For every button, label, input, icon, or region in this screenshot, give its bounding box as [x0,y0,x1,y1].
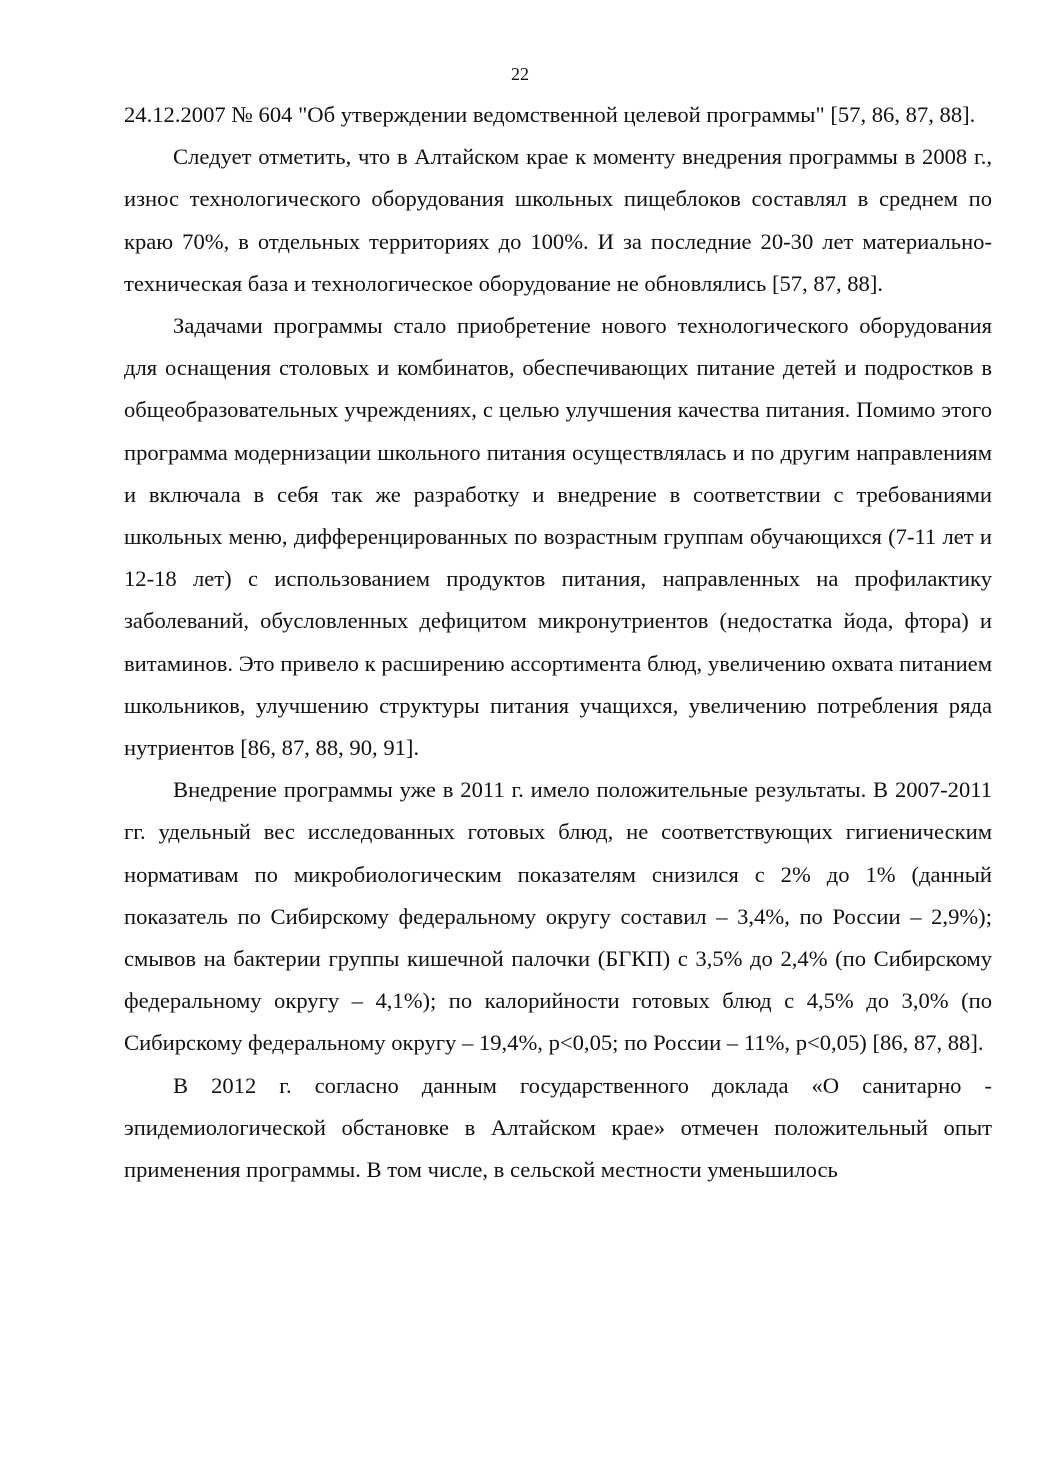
page-number: 22 [511,64,529,84]
paragraph-program-tasks: Задачами программы стало приобретение нового технологического оборудования для оснащения столовых и комбинатов, обеспечивающих питание детей и подростков в общеобразовательных учреждениях, с целью улучшения качества питания. Помимо этого программа модернизации школьного питания осуществлялась и по другим направлениям и включала в себя так же разработку и внедрение в соответствии с требованиями школьных меню, дифференцированных по возрастным группам обучающихся (7-11 лет и 12-18 лет) с использованием продуктов питания, направленных на профилактику заболеваний, обусловленных дефицитом микронутриентов (недостатка йода, фтора) и витаминов. Это привело к расширению ассортимента блюд, увеличению охвата питанием школьников, улучшению структуры питания учащихся, увеличению потребления ряда нутриентов [86, 87, 88, 90, 91]. [124,313,992,761]
paragraph-equipment-wear: Следует отметить, что в Алтайском крае к моменту внедрения программы в 2008 г., износ технологического оборудования школьных пищеблоков составлял в среднем по краю 70%, в отдельных территориях до 100%. И за последние 20-30 лет материально-техническая база и технологическое оборудование не обновлялись [57, 87, 88]. [124,144,992,296]
paragraph-continuation: 24.12.2007 № 604 "Об утверждении ведомственной целевой программы" [57, 86, 87, 88]. [124,102,976,127]
page-body [124,94,992,1191]
paragraph-state-report: В 2012 г. согласно данным государственного доклада «О санитарно - эпидемиологической обстановке в Алтайском крае» отмечен положительный опыт применения программы. В том числе, в сельской местности уменьшилось [124,1072,992,1183]
paragraph-program-results: Внедрение программы уже в 2011 г. имело положительные результаты. В 2007-2011 гг. удельный вес исследованных готовых блюд, не соответствующих гигиеническим нормативам по микробиологическим показателям снизился с 2% до 1% (данный показатель по Сибирскому федеральному округу составил – 3,4%, по России – 2,9%); смывов на бактерии группы кишечной палочки (БГКП) с 3,5% до 2,4% (по Сибирскому федеральному округу – 4,1%); по калорийности готовых блюд с 4,5% до 3,0% (по Сибирскому федеральному округу – 19,4%, р<0,05; по России – 11%, р<0,05) [86, 87, 88]. [124,777,992,1056]
